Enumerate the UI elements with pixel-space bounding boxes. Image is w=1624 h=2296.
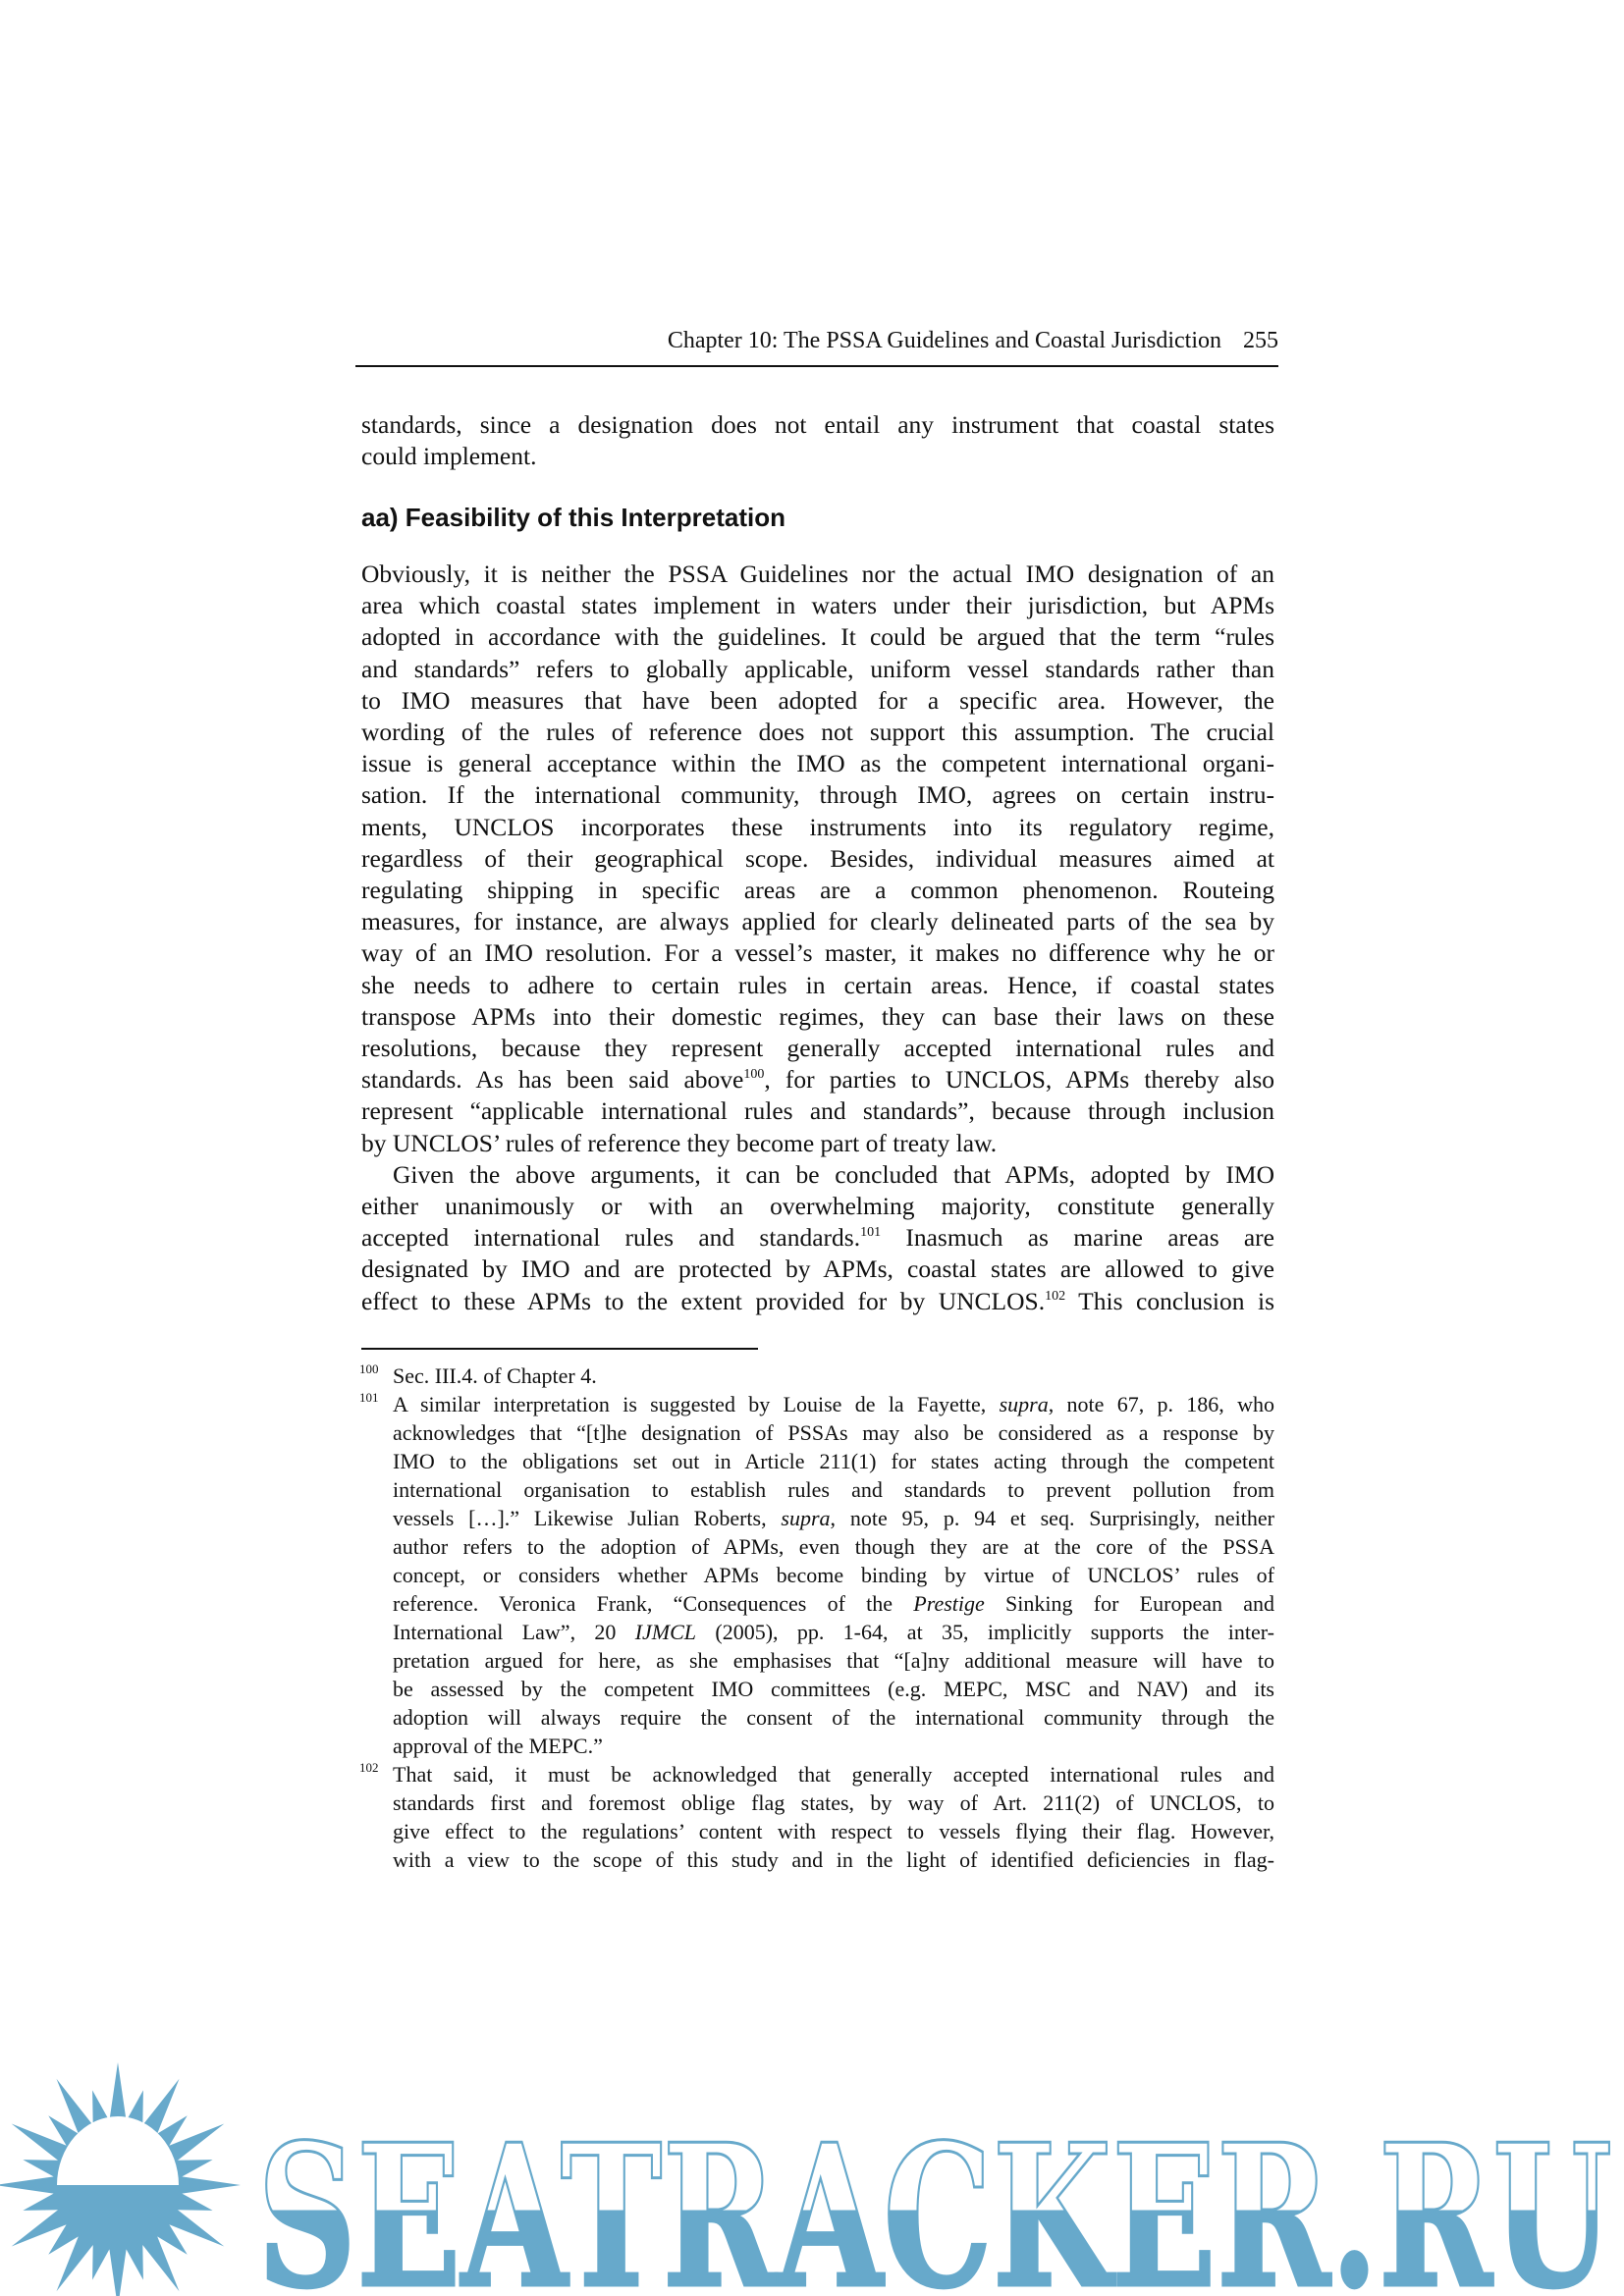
text-run: author refers to the adoption of APMs, even though they are at the core of the PSSA: [393, 1534, 1274, 1559]
text-run: vessels […].” Likewise Julian Roberts,: [393, 1506, 782, 1530]
text-run: international organisation to establish rules and standards to prevent pollution from: [393, 1477, 1274, 1502]
text-line: [361, 1286, 1274, 1317]
text-run: adopted in accordance with the guidelines. It could be argued that the term “rules: [361, 622, 1274, 652]
text-line: [361, 812, 1274, 843]
text-line: [361, 1033, 1274, 1064]
text-line: [361, 1001, 1274, 1033]
text-run: to IMO measures that have been adopted for a specific area. However, the: [361, 685, 1274, 715]
text-line: [361, 590, 1274, 621]
text-run: standards, since a designation does not entail any instrument that coastal states: [361, 410, 1274, 439]
text-run: That said, it must be acknowledged that generally accepted international rules and: [393, 1762, 1274, 1787]
text-run: , note 67, p. 186, who: [1048, 1392, 1275, 1416]
text-run: standards. As has been said above: [361, 1065, 744, 1095]
text-line: [393, 1675, 1274, 1703]
text-run: International Law”, 20: [393, 1620, 635, 1644]
italic-run: IJMCL: [634, 1620, 697, 1644]
text-run: approval of the MEPC.”: [393, 1734, 603, 1758]
footnote-number: 101: [359, 1390, 379, 1405]
text-line: [393, 1532, 1274, 1561]
text-line: [361, 1095, 1274, 1127]
text-line: [361, 779, 1274, 811]
italic-run: Prestige: [913, 1591, 985, 1616]
text-run: pretation argued for here, as she emphasises that “[a]ny additional measure will have to: [393, 1648, 1274, 1673]
text-run: , for parties to UNCLOS, APMs thereby also: [764, 1065, 1274, 1095]
text-run: Given the above arguments, it can be concluded that APMs, adopted by IMO: [393, 1159, 1274, 1189]
text-run: be assessed by the competent IMO committees (e.g. MEPC, MSC and NAV) and its: [393, 1677, 1274, 1701]
seatracker-watermark: [0, 2061, 1624, 2296]
text-run: resolutions, because they represent generally accepted international rules and: [361, 1034, 1274, 1062]
text-run: by UNCLOS’ rules of reference they become part of treaty law.: [361, 1128, 998, 1157]
text-run: IMO to the obligations set out in Article 211(1) for states acting through the competent: [393, 1449, 1274, 1473]
text-line: [361, 970, 1274, 1001]
text-line: [361, 654, 1274, 685]
text-line: [393, 1159, 1274, 1191]
text-line: [361, 843, 1274, 875]
text-line: [361, 1064, 1274, 1095]
text-run: either unanimously or with an overwhelming majority, constitute generally: [361, 1192, 1274, 1220]
running-header: [355, 328, 1278, 357]
footnote-ref: 102: [1045, 1288, 1066, 1304]
footnote-ref: 101: [860, 1225, 882, 1241]
text-run: A similar interpretation is suggested by Louise de la Fayette,: [393, 1392, 1000, 1416]
text-line: [393, 1362, 1274, 1390]
text-run: regulating shipping in specific areas are a common phenomenon. Routeing: [361, 876, 1274, 904]
italic-run: supra: [999, 1392, 1049, 1416]
text-line: [361, 559, 1274, 590]
text-run: , note 95, p. 94 et seq. Surprisingly, neither: [830, 1506, 1274, 1530]
text-run: give effect to the regulations’ content with respect to vessels flying their flag. However,: [393, 1819, 1274, 1843]
text-line: [393, 1817, 1274, 1845]
text-run: designated by IMO and are protected by APMs, coastal states are allowed to give: [361, 1255, 1274, 1284]
section-heading: aa) Feasibility of this Interpretation: [361, 503, 785, 532]
running-title: Chapter 10: The PSSA Guidelines and Coastal Jurisdiction: [667, 328, 1221, 353]
text-run: reference. Veronica Frank, “Consequences of the: [393, 1591, 914, 1616]
text-line: [361, 748, 1274, 779]
text-line: [361, 1191, 1274, 1222]
text-run: area which coastal states implement in waters under their jurisdiction, but APMs: [361, 591, 1274, 620]
text-run: adoption will always require the consent of the international community through the: [393, 1705, 1274, 1730]
text-line: [393, 1646, 1274, 1675]
text-run: concept, or considers whether APMs become binding by virtue of UNCLOS’ rules of: [393, 1563, 1274, 1587]
text-run: This conclusion is: [1065, 1286, 1274, 1315]
text-run: with a view to the scope of this study and in the light of identified deficiencies in flag-: [393, 1847, 1274, 1872]
text-line: [361, 906, 1274, 937]
text-run: wording of the rules of reference does not support this assumption. The crucial: [361, 718, 1274, 746]
watermark-text: SEATRACKER.RU: [257, 2102, 1612, 2296]
text-line: [361, 1128, 1274, 1159]
header-rule: [355, 365, 1278, 367]
text-run: accepted international rules and standards.: [361, 1223, 861, 1253]
text-run: standards first and foremost oblige flag states, by way of Art. 211(2) of UNCLOS, to: [393, 1790, 1274, 1815]
text-run: she needs to adhere to certain rules in certain areas. Hence, if coastal states: [361, 970, 1274, 999]
text-run: effect to these APMs to the extent provided for by UNCLOS.: [361, 1286, 1046, 1315]
text-line: [361, 441, 1274, 472]
text-run: could implement.: [361, 442, 537, 470]
page-number: 255: [1243, 328, 1278, 353]
footnote-ref: 100: [743, 1067, 765, 1083]
text-line: [393, 1703, 1274, 1732]
text-run: Obviously, it is neither the PSSA Guidelines nor the actual IMO designation of an: [361, 560, 1274, 588]
text-run: Sec. III.4. of Chapter 4.: [393, 1363, 597, 1388]
italic-run: supra: [781, 1506, 831, 1530]
text-line: [361, 937, 1274, 969]
text-line: [393, 1732, 1274, 1760]
text-run: Inasmuch as marine areas are: [881, 1223, 1274, 1253]
text-line: [361, 1254, 1274, 1285]
text-line: [393, 1561, 1274, 1589]
text-line: [393, 1618, 1274, 1646]
text-run: acknowledges that “[t]he designation of PSSAs may also be considered as a response by: [393, 1420, 1274, 1445]
text-line: [393, 1789, 1274, 1817]
text-line: [393, 1589, 1274, 1618]
footnote-rule: [361, 1348, 758, 1350]
text-line: [393, 1447, 1274, 1475]
text-run: ments, UNCLOS incorporates these instruments into its regulatory regime,: [361, 812, 1274, 841]
text-line: [361, 717, 1274, 748]
footnote-number: 102: [359, 1760, 379, 1775]
sun-icon: [0, 2062, 241, 2296]
text-run: measures, for instance, are always applied for clearly delineated parts of the sea by: [361, 907, 1274, 936]
text-line: [361, 875, 1274, 906]
text-line: [361, 409, 1274, 441]
footnote-number: 100: [359, 1362, 379, 1376]
text-run: sation. If the international community, through IMO, agrees on certain instru-: [361, 780, 1274, 810]
text-run: represent “applicable international rules and standards”, because through inclusion: [361, 1096, 1274, 1126]
text-run: and standards” refers to globally applicable, uniform vessel standards rather than: [361, 654, 1274, 683]
text-run: (2005), pp. 1-64, at 35, implicitly supports the inter-: [696, 1620, 1274, 1644]
text-line: [361, 621, 1274, 653]
text-line: [393, 1390, 1274, 1418]
text-line: [393, 1418, 1274, 1447]
text-run: regardless of their geographical scope. Besides, individual measures aimed at: [361, 843, 1274, 873]
text-line: [393, 1504, 1274, 1532]
text-run: way of an IMO resolution. For a vessel’s master, it makes no difference why he or: [361, 938, 1274, 968]
text-run: transpose APMs into their domestic regimes, they can base their laws on these: [361, 1001, 1274, 1031]
text-run: Sinking for European and: [984, 1591, 1274, 1616]
text-line: [393, 1760, 1274, 1789]
text-line: [393, 1475, 1274, 1504]
text-line: [393, 1845, 1274, 1874]
text-line: [361, 1222, 1274, 1254]
text-line: [361, 685, 1274, 717]
text-run: issue is general acceptance within the IMO as the competent international organi-: [361, 749, 1274, 778]
